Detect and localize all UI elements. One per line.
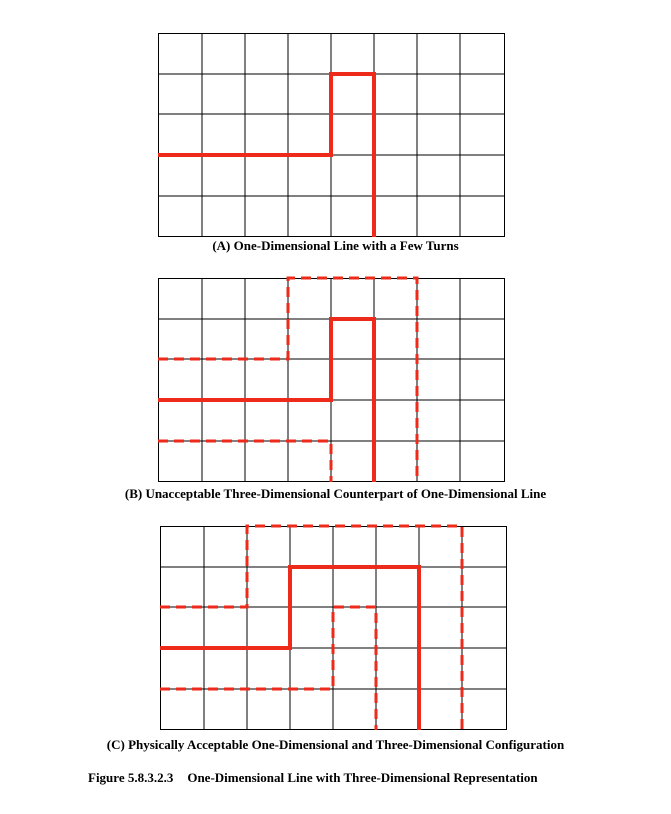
figure-number: Figure 5.8.3.2.3 [88, 770, 174, 785]
inner-dashed-boundary [160, 607, 376, 730]
panel-c-diagram [0, 518, 671, 733]
panel-b-diagram [0, 270, 671, 485]
figure-title: One-Dimensional Line with Three-Dimensional Representation [187, 770, 538, 785]
panel-a-caption: (A) One-Dimensional Line with a Few Turns [212, 238, 459, 253]
figure-caption [88, 770, 538, 786]
panel-b-caption: (B) Unacceptable Three-Dimensional Counterpart of One-Dimensional Line [124, 486, 547, 501]
panel-a-diagram [0, 0, 671, 240]
outer-dashed-boundary [160, 526, 462, 730]
panel-c-caption: (C) Physically Acceptable One-Dimensional and Three-Dimensional Configuration [106, 737, 565, 752]
